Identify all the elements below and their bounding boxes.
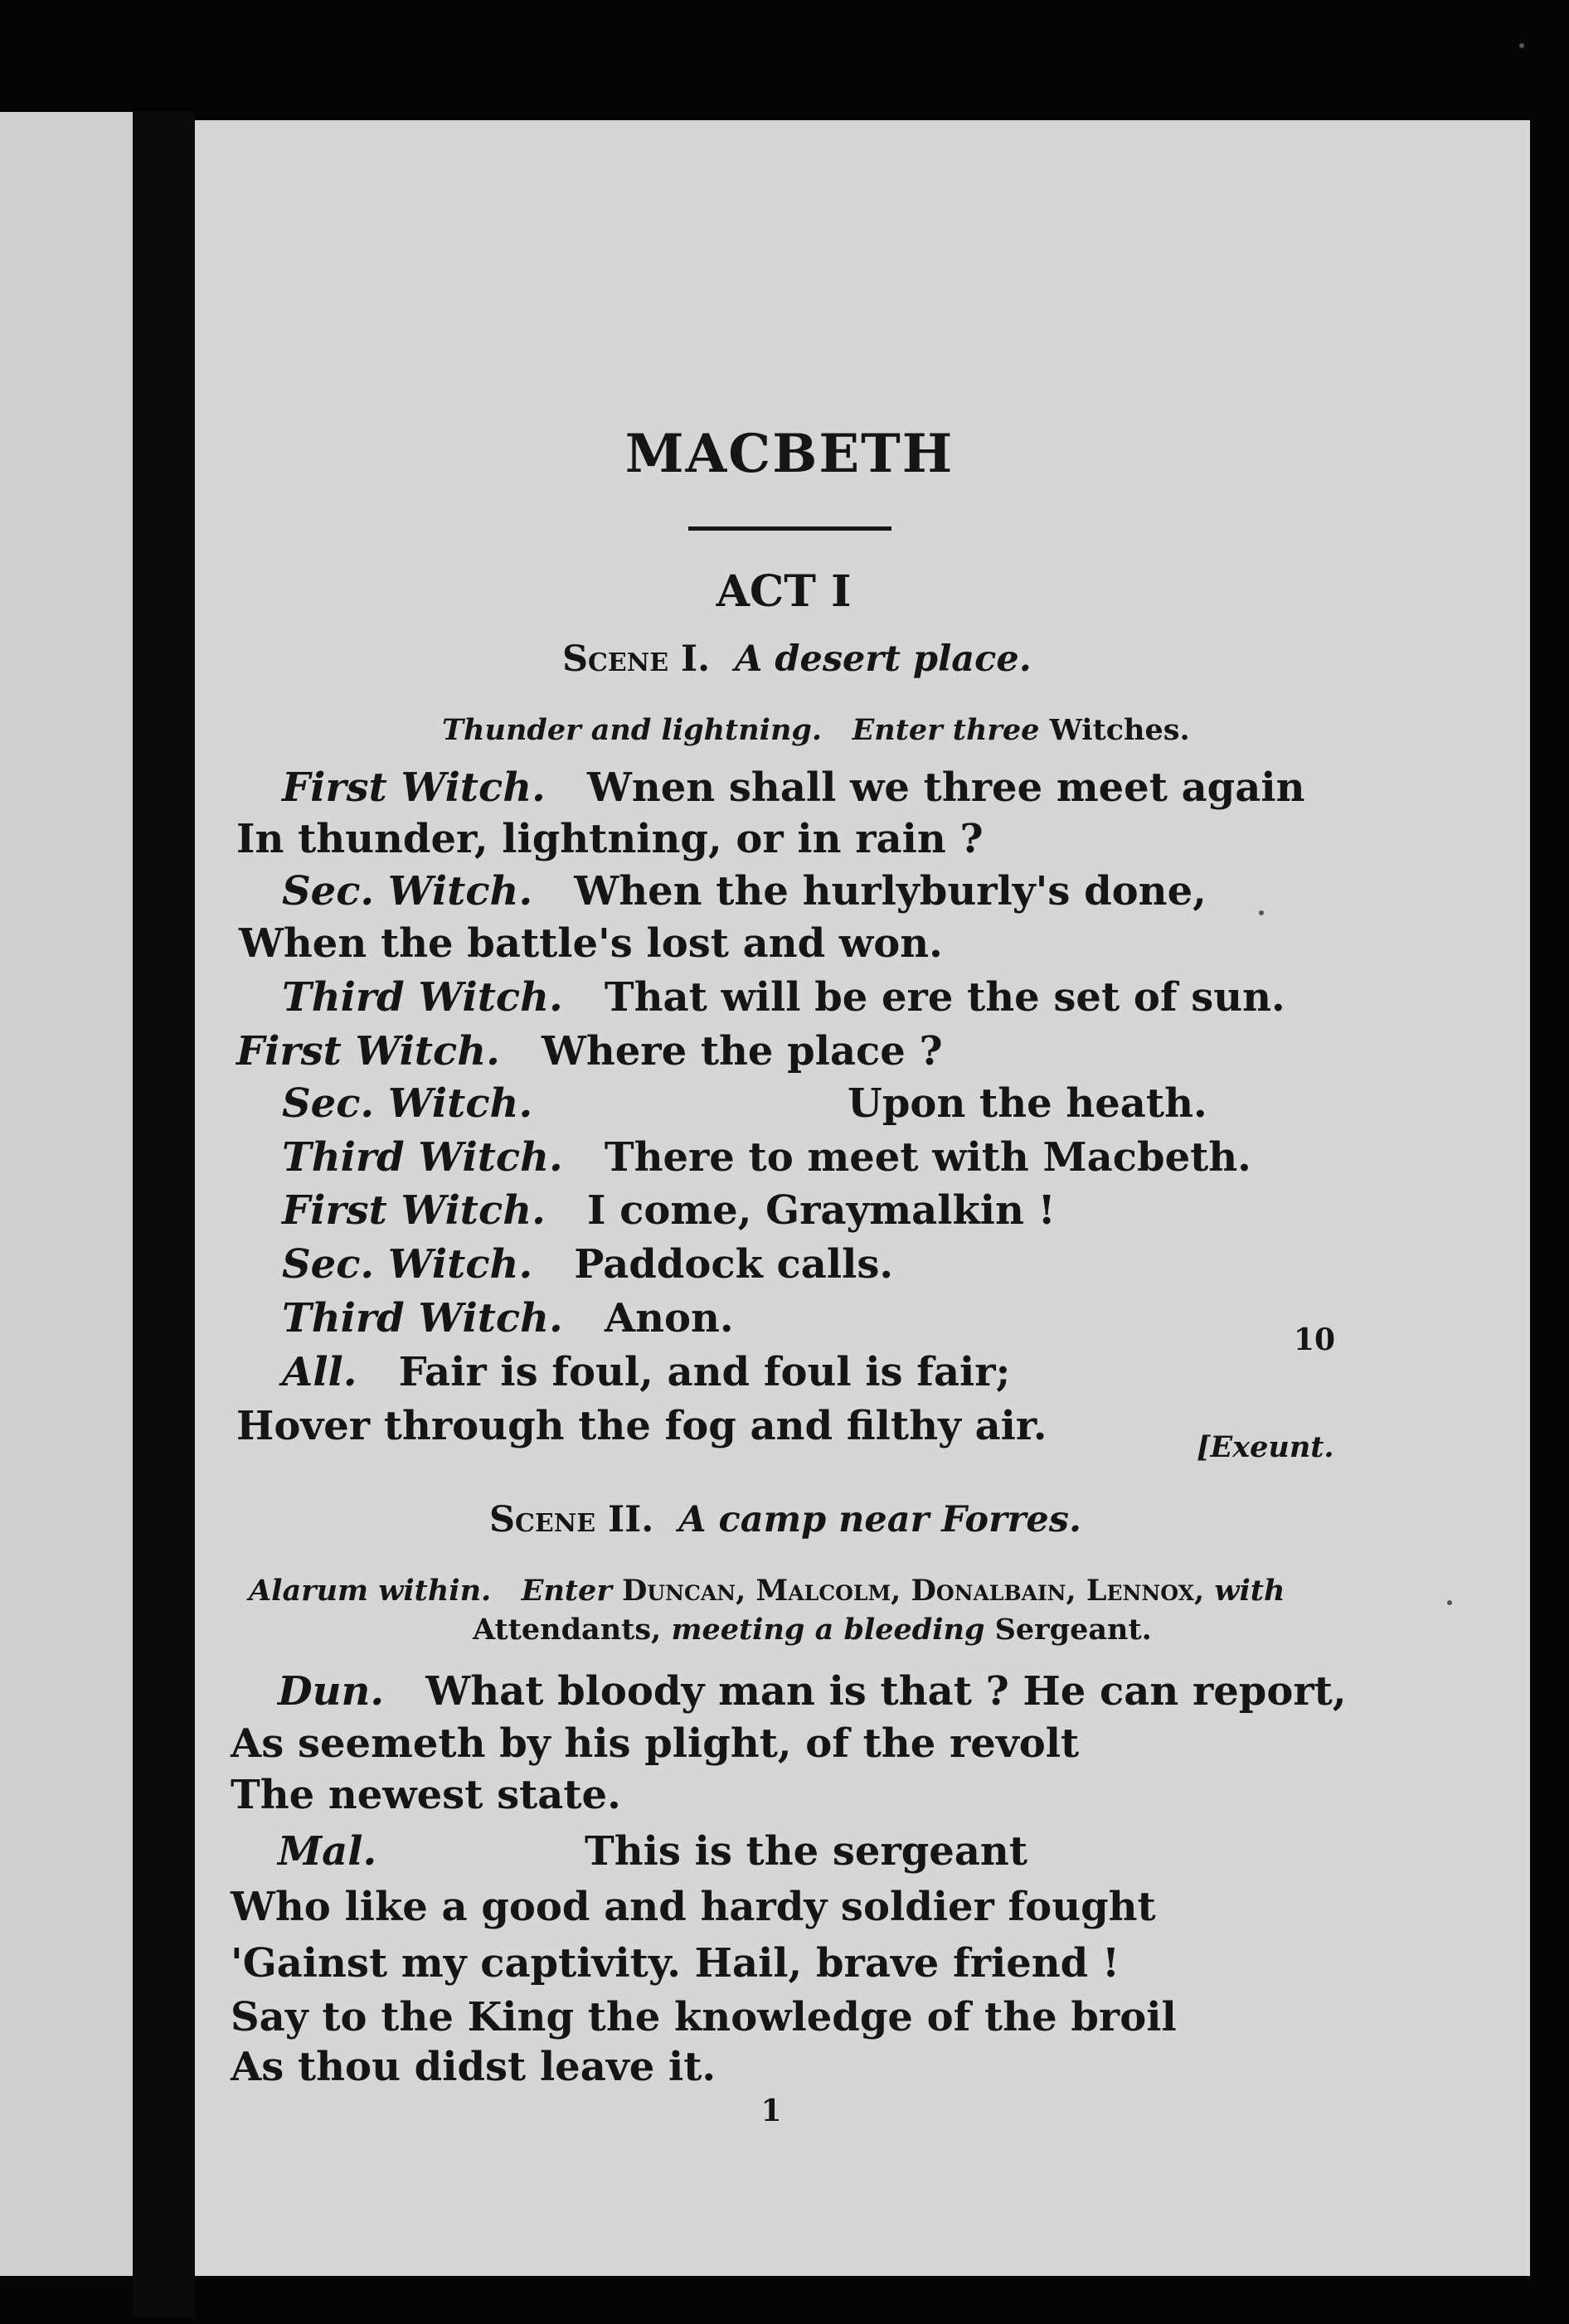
book-gutter [133, 112, 195, 2317]
line-text: I come, Graymalkin ! [586, 1187, 1056, 1234]
line-number: 10 [1294, 1322, 1336, 1357]
dialogue-line [278, 1668, 1347, 1715]
sd-text: Enter [521, 1574, 612, 1608]
speaker-name: Mal. [278, 1828, 377, 1875]
dust-speck [1259, 910, 1264, 915]
line-text: As thou didst leave it. [231, 2044, 716, 2090]
scene-place: A desert place. [735, 638, 1032, 680]
line-text: When the battle's lost and won. [239, 920, 943, 967]
speaker-name: First Witch. [236, 1028, 500, 1075]
line-text: The newest state. [231, 1772, 621, 1818]
sd-text: Witches. [1049, 713, 1190, 747]
speaker-name: First Witch. [282, 1187, 546, 1234]
stage-direction-2 [249, 1574, 1285, 1608]
dialogue-line [278, 1828, 376, 1875]
sd-text: meeting a bleeding [671, 1613, 985, 1647]
play-title: MACBETH [624, 423, 955, 485]
dialogue-line [282, 1134, 1251, 1181]
dialogue-line [282, 764, 1304, 811]
scene-heading-1 [562, 638, 1032, 680]
dialogue-line [282, 974, 1285, 1021]
dialogue-line [231, 2044, 716, 2090]
line-text: Hover through the fog and filthy air. [236, 1403, 1047, 1449]
dialogue-line [239, 920, 943, 967]
speaker-name: Sec. Witch. [282, 1241, 533, 1288]
scene-place: A camp near Forres. [678, 1499, 1081, 1540]
dialogue-line [282, 1080, 532, 1127]
dialogue-line [231, 1884, 1156, 1930]
line-text: Anon. [604, 1295, 734, 1342]
line-text: There to meet with Macbeth. [604, 1134, 1251, 1181]
line-text: Say to the King the knowledge of the broil [231, 1994, 1177, 2040]
dialogue-line [282, 1241, 893, 1288]
line-text: This is the sergeant [585, 1828, 1027, 1875]
dialogue-line [236, 1403, 1047, 1449]
speaker-name: Third Witch. [282, 1134, 563, 1181]
sd-text: Duncan, Malcolm, Donalbain, Lennox, [621, 1574, 1205, 1608]
line-text: That will be ere the set of sun. [604, 974, 1285, 1021]
sd-text: Alarum within. [249, 1574, 492, 1608]
sd-text: with [1214, 1574, 1285, 1608]
stage-direction-2-cont [473, 1613, 1152, 1647]
stage-direction-1 [442, 713, 1190, 747]
speaker-name: Third Witch. [282, 1295, 563, 1342]
line-text: Upon the heath. [848, 1080, 1207, 1127]
scene-label: Scene I. [562, 638, 711, 680]
line-text: Fair is foul, and foul is fair; [398, 1349, 1011, 1395]
dialogue-line-continuation [585, 1828, 1027, 1875]
speaker-name: Third Witch. [282, 974, 563, 1021]
dialogue-line [231, 1772, 621, 1818]
speaker-name: All. [282, 1349, 357, 1395]
dialogue-line-continuation [848, 1080, 1207, 1127]
line-text: When the hurlyburly's done, [574, 868, 1207, 915]
line-text: Who like a good and hardy soldier fought [231, 1884, 1156, 1930]
dialogue-line [282, 1187, 1056, 1234]
dialogue-line [282, 1295, 734, 1342]
dust-speck [1447, 1600, 1452, 1605]
dialogue-line [236, 1028, 943, 1075]
act-heading: ACT I [716, 566, 852, 617]
line-text: As seemeth by his plight, of the revolt [231, 1720, 1080, 1767]
speaker-name: First Witch. [282, 764, 546, 811]
sd-text: Thunder and lightning. [442, 713, 823, 747]
dialogue-line [231, 1940, 1120, 1987]
dialogue-line [231, 1720, 1079, 1767]
line-text: Where the place ? [541, 1028, 943, 1075]
title-rule [688, 526, 891, 531]
line-text: Paddock calls. [574, 1241, 894, 1288]
scene-label: Scene II. [489, 1499, 654, 1540]
speaker-name: Dun. [278, 1668, 385, 1715]
exeunt-direction: [Exeunt. [1197, 1430, 1334, 1464]
sd-text: Enter three [852, 713, 1040, 747]
speaker-name: Sec. Witch. [282, 1080, 533, 1127]
dialogue-line [231, 1994, 1177, 2040]
dialogue-line [236, 816, 984, 862]
scene-heading-2 [489, 1499, 1081, 1540]
sd-text: Attendants, [473, 1613, 662, 1647]
line-text: What bloody man is that ? He can report, [425, 1668, 1347, 1715]
sd-text: Sergeant. [994, 1613, 1152, 1647]
speaker-name: Sec. Witch. [282, 868, 533, 915]
page-number: 1 [760, 2094, 782, 2128]
line-text: Wnen shall we three meet again [586, 764, 1305, 811]
dialogue-line [282, 868, 1207, 915]
dialogue-line [282, 1349, 1010, 1395]
line-text: 'Gainst my captivity. Hail, brave friend ! [231, 1940, 1120, 1987]
line-text: In thunder, lightning, or in rain ? [236, 816, 984, 862]
dust-speck [1519, 43, 1524, 48]
